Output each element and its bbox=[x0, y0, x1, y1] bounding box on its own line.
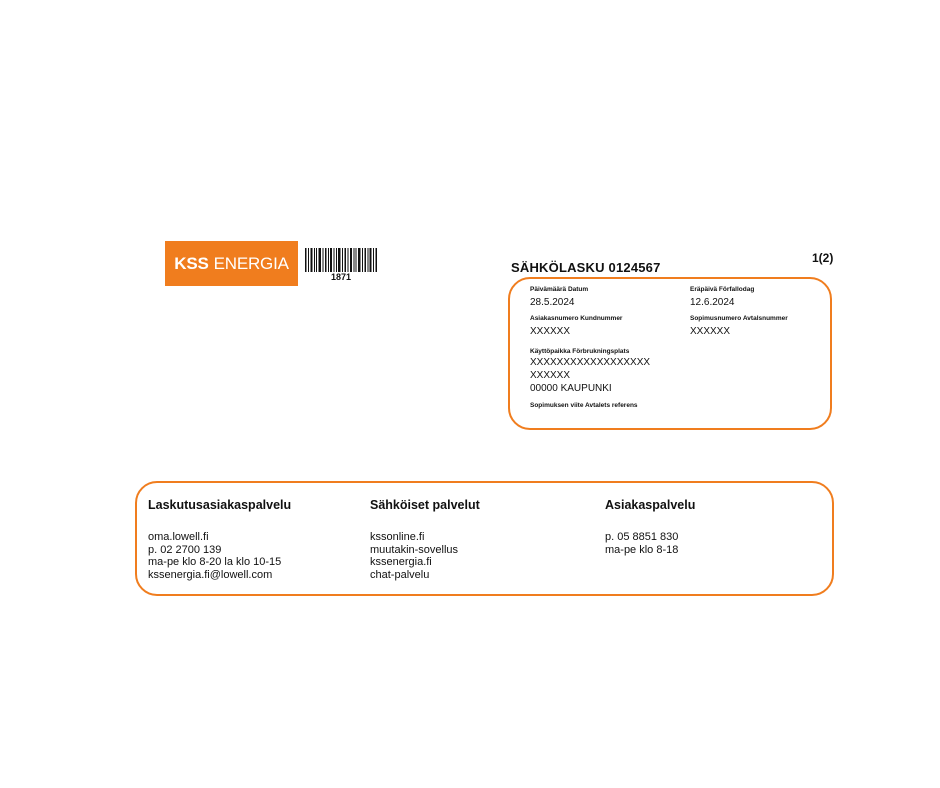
customer-service-column bbox=[605, 498, 695, 556]
billing-service-line: kssenergia.fi@lowell.com bbox=[148, 568, 273, 581]
barcode-number: 1871 bbox=[305, 272, 377, 283]
electronic-services-line: kssonline.fi bbox=[370, 531, 425, 543]
due-date-value: 12.6.2024 bbox=[690, 297, 735, 308]
billing-service-column bbox=[148, 498, 291, 581]
usage-site-line-2: XXXXXX bbox=[530, 370, 571, 381]
invoice-title: SÄHKÖLASKU 0124567 bbox=[511, 260, 661, 275]
customer-service-line: p. 05 8851 830 bbox=[605, 531, 679, 543]
customer-number-value: XXXXXX bbox=[530, 326, 571, 337]
logo-brand-light: ENERGIA bbox=[213, 253, 289, 273]
usage-site-line-1: XXXXXXXXXXXXXXXXXX bbox=[530, 357, 651, 368]
electronic-services-line: muutakin-sovellus bbox=[370, 543, 459, 556]
billing-service-line: ma-pe klo 8-20 la klo 10-15 bbox=[148, 556, 282, 568]
electronic-services-column bbox=[370, 498, 480, 581]
billing-service-heading: Laskutusasiakaspalvelu bbox=[148, 498, 292, 512]
electronic-services-heading: Sähköiset palvelut bbox=[370, 498, 480, 512]
usage-site-line-3: 00000 KAUPUNKI bbox=[530, 383, 612, 394]
customer-service-heading: Asiakaspalvelu bbox=[605, 498, 696, 512]
contract-reference-label: Sopimuksen viite Avtalets referens bbox=[530, 402, 638, 409]
due-date-label: Eräpäivä Förfallodag bbox=[690, 286, 755, 293]
billing-service-line: p. 02 2700 139 bbox=[148, 543, 222, 556]
kss-energia-logo bbox=[165, 241, 298, 286]
date-value: 28.5.2024 bbox=[530, 297, 575, 308]
electronic-services-line: kssenergia.fi bbox=[370, 556, 432, 568]
logo-brand-bold: KSS bbox=[174, 253, 209, 273]
billing-service-line: oma.lowell.fi bbox=[148, 531, 209, 543]
electronic-services-line: chat-palvelu bbox=[370, 568, 430, 581]
page-number: 1(2) bbox=[812, 251, 834, 265]
usage-site-label: Käyttöpaikka Förbrukningsplats bbox=[530, 348, 630, 355]
customer-service-line: ma-pe klo 8-18 bbox=[605, 543, 679, 556]
customer-number-label: Asiakasnumero Kundnummer bbox=[530, 315, 623, 322]
contract-number-value: XXXXXX bbox=[690, 326, 731, 337]
contract-number-label: Sopimusnumero Avtalsnummer bbox=[690, 315, 788, 322]
date-label: Päivämäärä Datum bbox=[530, 286, 589, 293]
